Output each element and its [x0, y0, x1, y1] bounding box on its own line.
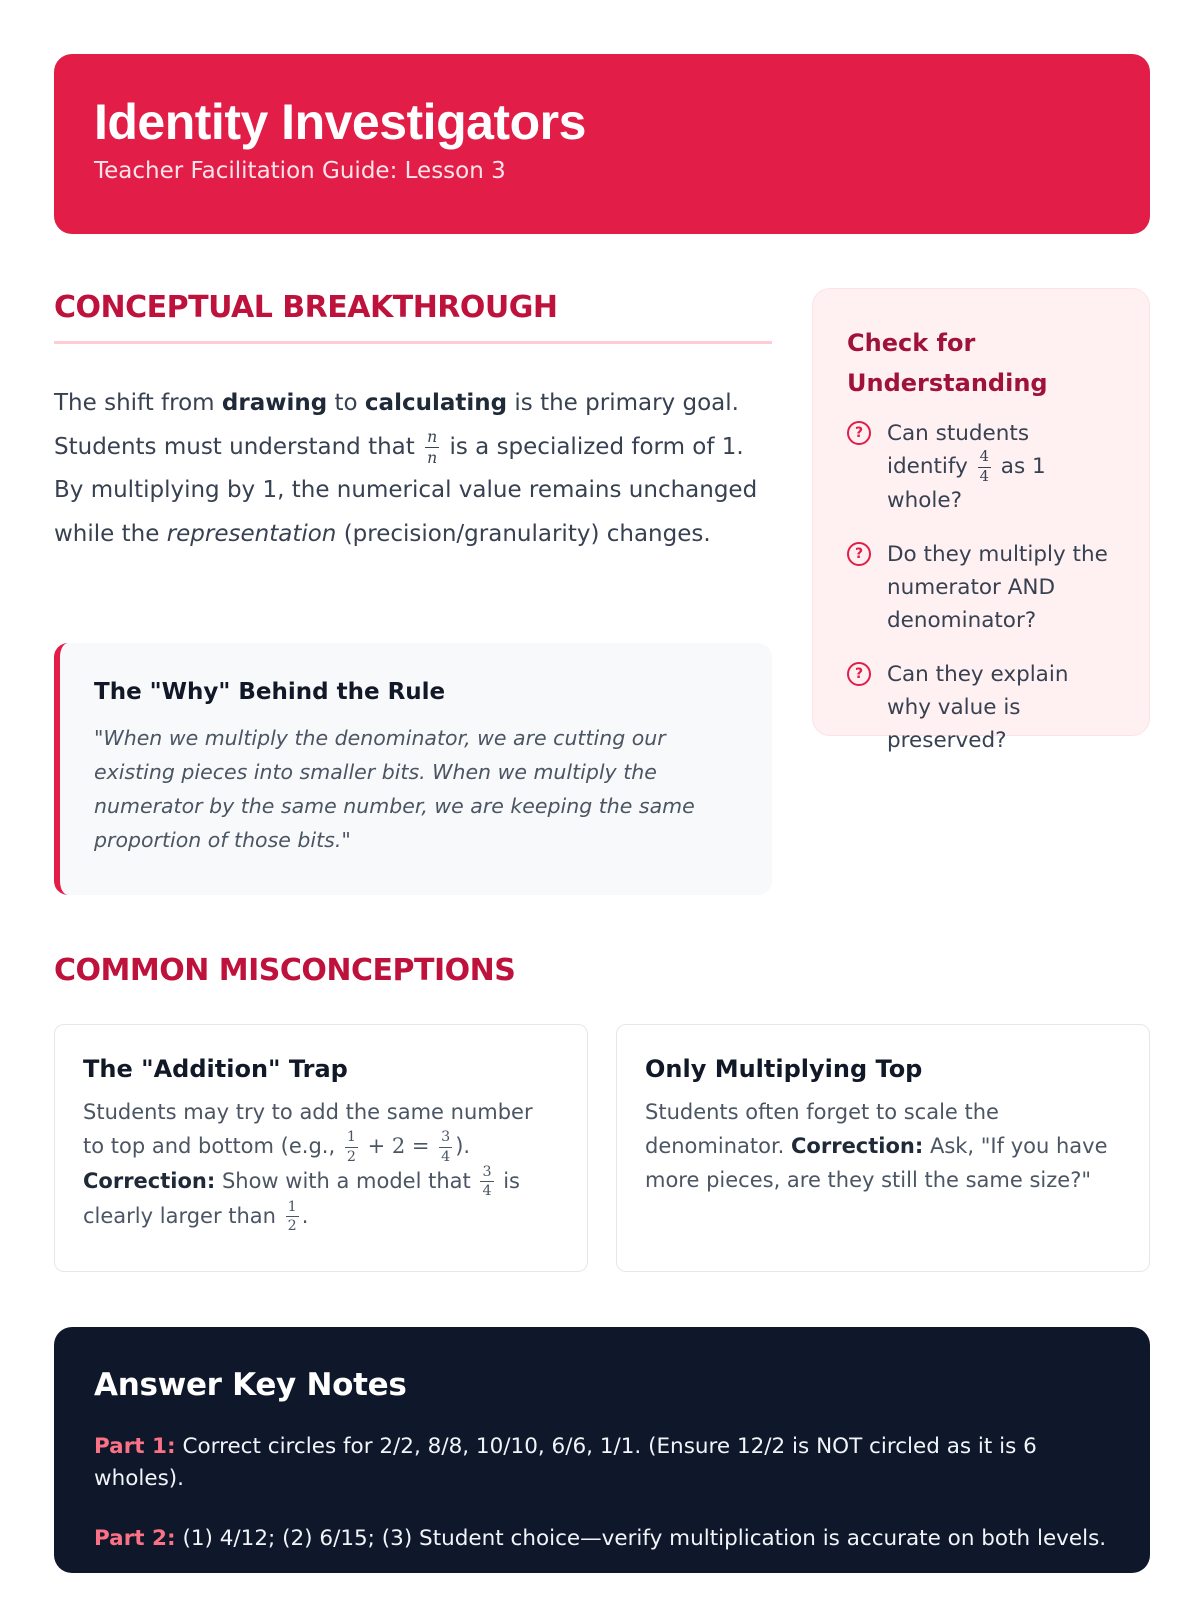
part-text: (1) 4/12; (2) 6/15; (3) Student choice—verify multiplication is accurate on both levels. — [175, 1526, 1107, 1551]
fraction-n-over-n — [425, 426, 439, 467]
answer-key-panel — [54, 1327, 1150, 1573]
misconception-cards — [54, 1024, 1150, 1272]
check-title: Check for Understanding — [847, 329, 1048, 397]
check-item-text: Do they multiply the numerator AND denominator? — [887, 542, 1108, 634]
text-segment: . — [301, 1203, 309, 1228]
answer-key-title: Answer Key Notes — [94, 1367, 407, 1403]
text-segment: Show with a model that — [215, 1168, 478, 1193]
conceptual-section — [54, 290, 772, 556]
text-segment: is the primary goal. Students must understand that — [54, 390, 739, 460]
math-operator: + 2 = — [360, 1134, 437, 1158]
fraction-1-over-2 — [345, 1130, 358, 1164]
fraction-numerator: 1 — [345, 1130, 358, 1147]
correction-label: Correction: — [83, 1168, 216, 1193]
question-circle-icon: ? — [847, 662, 871, 686]
bold-calculating: calculating — [364, 390, 508, 416]
card-body — [83, 1095, 559, 1233]
part-label: Part 1: — [94, 1434, 176, 1459]
fraction-denominator: n — [427, 447, 438, 467]
text-segment: Can students identify — [887, 421, 1030, 480]
fraction-numerator: 3 — [480, 1165, 493, 1182]
why-quote: "When we multiply the denominator, we are cutting our existing pieces into smaller bits. When we multiply the numerator by the same number, we are keeping the same proportion of those bits." — [94, 726, 695, 852]
answer-part-1 — [94, 1431, 1110, 1495]
fraction-3-over-4 — [480, 1165, 493, 1199]
part-text: Correct circles for 2/2, 8/8, 10/10, 6/6, 1/1. (Ensure 12/2 is NOT circled as it is 6 wholes). — [94, 1434, 1037, 1491]
check-item — [847, 538, 1115, 637]
fraction-denominator: 4 — [482, 1183, 492, 1200]
fraction-numerator: 1 — [286, 1200, 299, 1217]
header-banner — [54, 54, 1150, 234]
correction-label: Correction: — [791, 1134, 924, 1158]
fraction-denominator: 2 — [287, 1218, 297, 1235]
card-title: The "Addition" Trap — [83, 1055, 348, 1083]
part-label: Part 2: — [94, 1526, 176, 1551]
text-segment: Students may try to add the same number to top and bottom (e.g., — [83, 1100, 533, 1158]
text-segment: (precision/granularity) changes. — [336, 520, 711, 547]
fraction-denominator: 2 — [346, 1148, 356, 1165]
card-body — [645, 1095, 1121, 1197]
text-segment: is a specialized form of 1. By multiplying by 1, the numerical value remains unchanged while the — [54, 433, 758, 547]
why-callout — [54, 643, 772, 895]
fraction-numerator: 3 — [439, 1130, 452, 1147]
text-segment: as 1 whole? — [887, 454, 1046, 514]
misconception-card-addition — [54, 1024, 588, 1272]
bold-drawing: drawing — [221, 390, 328, 416]
misconceptions-title: COMMON MISCONCEPTIONS — [54, 953, 516, 988]
question-circle-icon: ? — [847, 542, 871, 566]
misconception-card-multiplying-top — [616, 1024, 1150, 1272]
italic-representation: representation — [166, 520, 337, 547]
fraction-numerator: 4 — [978, 450, 991, 468]
check-item — [847, 417, 1115, 517]
check-item — [847, 658, 1115, 757]
text-segment: is clearly larger than — [83, 1168, 520, 1228]
text-segment: ). — [455, 1134, 471, 1158]
card-title: Only Multiplying Top — [645, 1055, 923, 1083]
text-segment: Ask, "If you have more pieces, are they still the same size?" — [645, 1134, 1108, 1192]
check-list — [847, 417, 1115, 757]
check-understanding-panel — [812, 288, 1150, 754]
fraction-3-over-4 — [439, 1130, 452, 1164]
conceptual-paragraph — [54, 382, 772, 556]
fraction-denominator: 4 — [441, 1148, 451, 1165]
text-segment: The shift from — [54, 390, 222, 416]
question-circle-icon: ? — [847, 421, 871, 445]
page-title: Identity Investigators — [94, 94, 586, 150]
answer-part-2 — [94, 1523, 1110, 1555]
check-item-text: Can they explain why value is preserved? — [887, 662, 1069, 754]
text-segment: Students often forget to scale the denominator. — [645, 1100, 999, 1158]
page-subtitle: Teacher Facilitation Guide: Lesson 3 — [94, 158, 506, 184]
fraction-4-over-4 — [978, 450, 991, 484]
fraction-numerator: n — [427, 426, 438, 446]
fraction-denominator: 4 — [979, 467, 989, 485]
conceptual-title: CONCEPTUAL BREAKTHROUGH — [54, 290, 772, 344]
text-segment: to — [327, 390, 365, 416]
fraction-1-over-2 — [286, 1200, 299, 1234]
why-title: The "Why" Behind the Rule — [94, 679, 446, 705]
